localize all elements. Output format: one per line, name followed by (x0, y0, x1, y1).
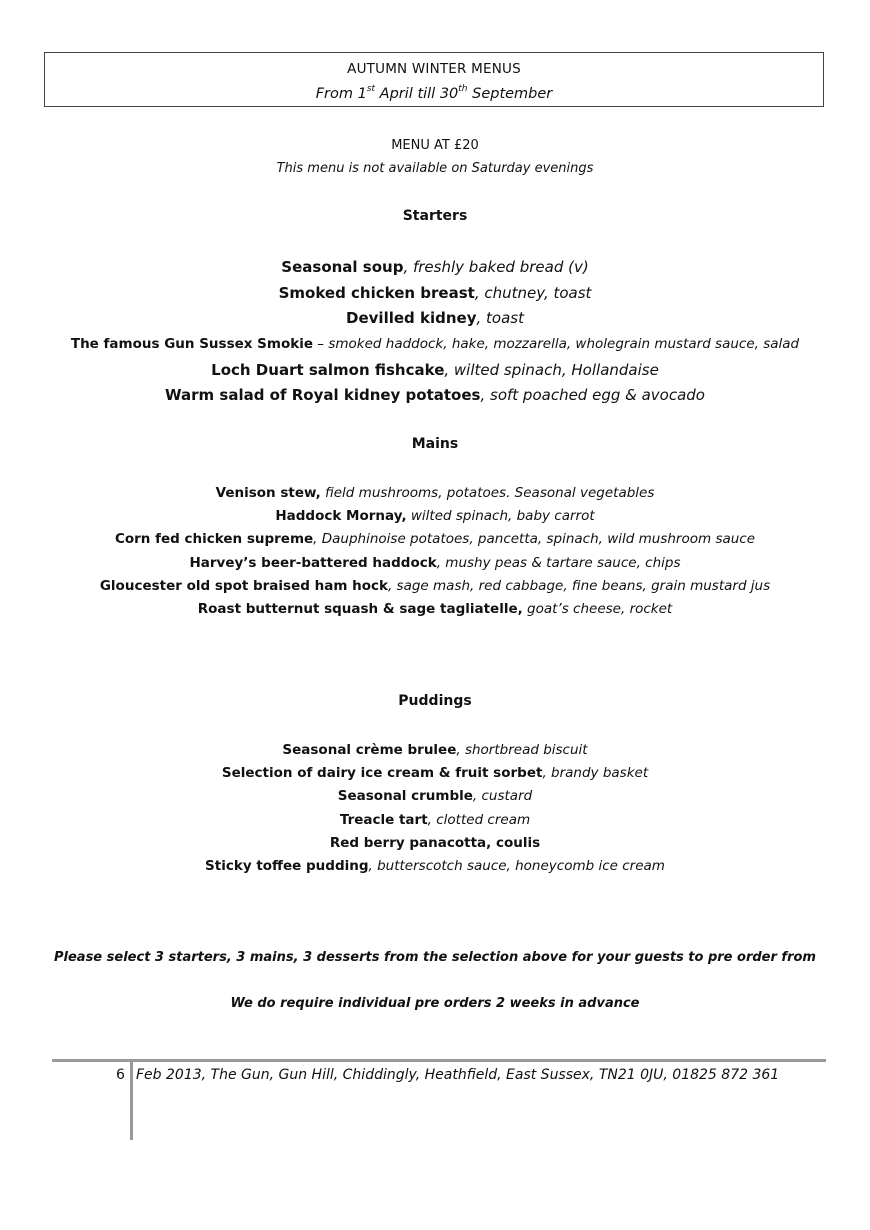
list-item: Venison stew, field mushrooms, potatoes. Seasonal vegetables (215, 485, 655, 501)
mains-list (0, 484, 870, 623)
list-item: Red berry panacotta, coulis (329, 834, 541, 851)
list-item: Seasonal soup, freshly baked bread (v) (281, 258, 589, 276)
menu-date-range: From 1st April till 30th September (315, 84, 553, 102)
page-number: 6 (116, 1067, 125, 1083)
list-item: Harvey’s beer-battered haddock, mushy peas & tartare sauce, chips (189, 554, 681, 571)
menu-price: MENU AT £20 (391, 138, 479, 153)
list-item: Seasonal crumble, custard (337, 788, 533, 805)
starters-list (0, 257, 870, 411)
list-item: Seasonal crème brulee, shortbread biscuit (282, 742, 588, 758)
puddings-heading: Puddings (398, 693, 472, 709)
list-item: Treacle tart, clotted cream (339, 811, 531, 828)
list-item: Sticky toffee pudding, butterscotch sauce, honeycomb ice cream (205, 857, 665, 874)
list-item: Corn fed chicken supreme, Dauphinoise potatoes, pancetta, spinach, wild mushroom sauce (114, 531, 756, 548)
list-item: Gloucester old spot braised ham hock, sage mash, red cabbage, fine beans, grain mustard jus (99, 577, 771, 594)
footer-address: Feb 2013, The Gun, Gun Hill, Chiddingly, Heathfield, East Sussex, TN21 0JU, 01825 872 361 (136, 1067, 780, 1083)
list-item: Selection of dairy ice cream & fruit sorbet, brandy basket (221, 765, 649, 782)
list-item: Roast butternut squash & sage tagliatelle, goat’s cheese, rocket (197, 600, 673, 617)
footer-vertical-divider (130, 1062, 133, 1140)
list-item: Warm salad of Royal kidney potatoes, soft poached egg & avocado (165, 386, 705, 405)
footer-divider (52, 1059, 826, 1062)
list-item: Loch Duart salmon fishcake, wilted spinach, Hollandaise (211, 360, 659, 379)
menu-header-box (44, 52, 824, 107)
menu-availability-note: This menu is not available on Saturday evenings (276, 161, 594, 176)
list-item: Devilled kidney, toast (346, 309, 524, 328)
mains-heading: Mains (411, 436, 459, 452)
selection-instructions: Please select 3 starters, 3 mains, 3 desserts from the selection above for your guests to pre order from (54, 950, 816, 965)
list-item: Smoked chicken breast, chutney, toast (278, 283, 592, 302)
preorder-notice: We do require individual pre orders 2 weeks in advance (230, 996, 640, 1011)
menu-title: AUTUMN WINTER MENUS (347, 61, 521, 77)
list-item: The famous Gun Sussex Smokie – smoked haddock, hake, mozzarella, wholegrain mustard sauce, salad (70, 336, 800, 353)
list-item: Haddock Mornay, wilted spinach, baby carrot (275, 508, 595, 525)
starters-heading: Starters (402, 208, 468, 224)
puddings-list (0, 741, 870, 880)
